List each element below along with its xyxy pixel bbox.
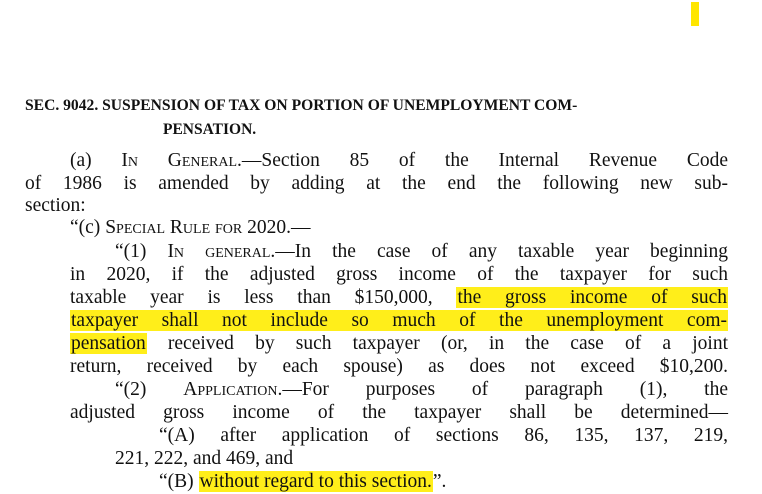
highlighted-text: pensation [71, 333, 146, 354]
text-line: taxable year is less than $150,000, the gross income of such [70, 287, 727, 308]
text-line [70, 310, 728, 332]
text-line: pensation received by such taxpayer (or, in the case of a joint [71, 333, 728, 354]
text-line: “(1) In general.—In the case of any taxable year beginning [115, 241, 728, 262]
text-line: “(B) without regard to this section.”. [159, 471, 447, 492]
text-line: return, received by each spouse) as does not exceed $10,200. [70, 356, 728, 377]
text-line: “(c) Special Rule for 2020.— [70, 217, 311, 238]
text-line: 221, 222, and 469, and [115, 448, 294, 469]
text-line: of 1986 is amended by adding at the end the following new sub- [25, 173, 728, 194]
text-line: “(2) Application.—For purposes of paragraph (1), the [115, 379, 728, 400]
text-line: section: [25, 195, 86, 216]
highlight-marker [691, 2, 699, 26]
text-line: (a) In General.—Section 85 of the Internal Revenue Code [70, 150, 728, 171]
heading-line-2: PENSATION. [163, 121, 257, 138]
text-line: “(A) after application of sections 86, 135, 137, 219, [159, 425, 728, 446]
highlighted-text: without regard to this section. [199, 471, 432, 492]
heading-line-1: SEC. 9042. SUSPENSION OF TAX ON PORTION OF UNEMPLOYMENT COM- [25, 97, 578, 114]
text-line: in 2020, if the adjusted gross income of the taxpayer for such [70, 264, 728, 285]
text-line: adjusted gross income of the taxpayer shall be determined— [70, 402, 728, 423]
highlighted-text: taxpayer shall not include so much of the unemployment com- [71, 310, 727, 331]
highlighted-text: the gross income of such [457, 287, 727, 308]
